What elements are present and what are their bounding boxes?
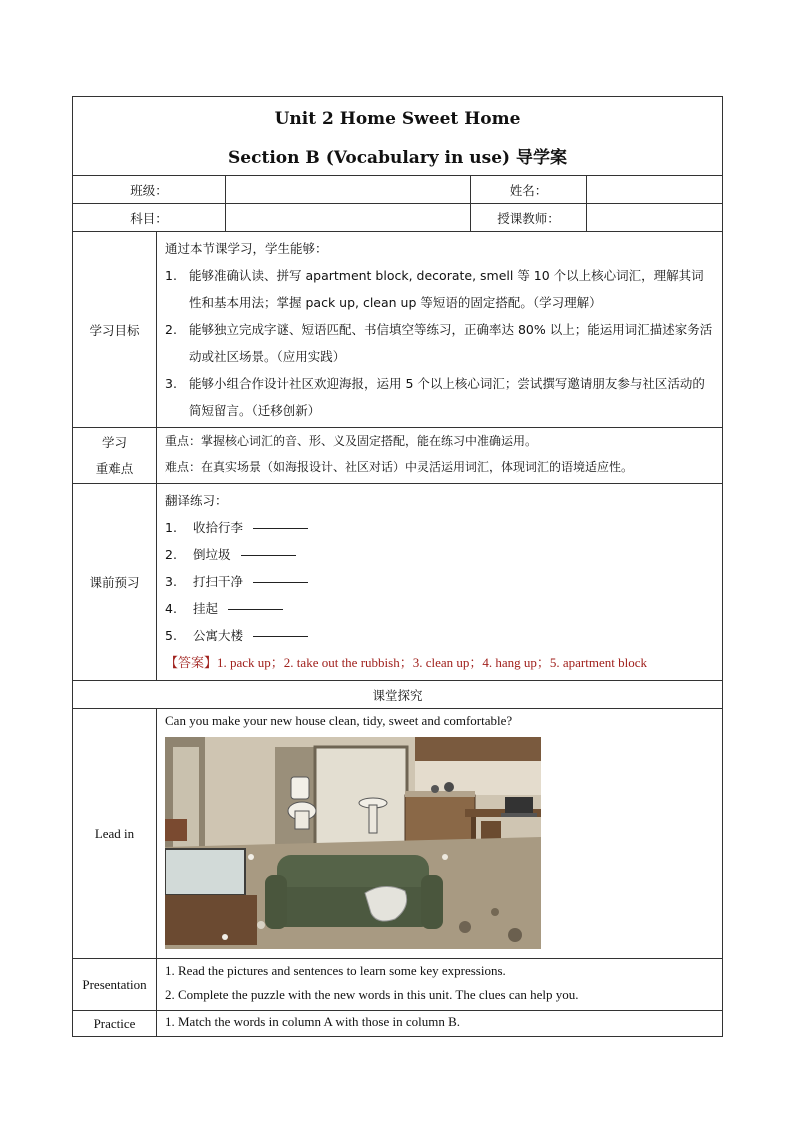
objective-item — [165, 370, 716, 424]
lead-in-question: Can you make your new house clean, tidy, sweet and comfortable? — [165, 713, 513, 728]
preview-item — [165, 568, 716, 595]
objectives-intro: 通过本节课学习，学生能够： — [165, 241, 328, 256]
preview-item — [165, 595, 716, 622]
objective-num: 2. — [165, 322, 177, 337]
difficulty-text: 难点：在真实场景（如海报设计、社区对话）中灵活运用词汇，体现词汇的语境适应性。 — [165, 460, 634, 474]
objectives-label: 学习目标 — [73, 232, 157, 428]
preview-text: 打扫干净 — [193, 574, 244, 589]
class-field[interactable] — [226, 176, 471, 204]
messy-apartment-image — [165, 737, 541, 949]
objective-item — [165, 316, 716, 370]
answer-text: 1. pack up；2. take out the rubbish；3. clean up；4. hang up；5. apartment block — [217, 655, 647, 670]
objective-num: 3. — [165, 376, 177, 391]
lead-in-label: Lead in — [73, 709, 157, 959]
objective-text: 能够准确认读、拼写 apartment block, decorate, smell 等 10 个以上核心词汇，理解其词性和基本用法；掌握 pack up, clean up 等短语的固定搭配。（学习理解） — [189, 268, 704, 310]
objective-item — [165, 262, 716, 316]
preview-text: 倒垃圾 — [193, 547, 231, 562]
objective-num: 1. — [165, 268, 177, 283]
objective-text: 能够独立完成字谜、短语匹配、书信填空等练习，正确率达 80% 以上；能运用词汇描述家务活动或社区场景。（应用实践） — [189, 322, 713, 364]
worksheet-table — [72, 96, 723, 1037]
preview-label: 课前预习 — [73, 484, 157, 681]
preview-item — [165, 622, 716, 649]
preview-text: 收拾行李 — [193, 520, 244, 535]
answer-blank[interactable] — [228, 595, 283, 610]
preview-text: 挂起 — [193, 601, 219, 616]
answer-blank[interactable] — [241, 541, 296, 556]
preview-text: 公寓大楼 — [193, 628, 244, 643]
exploration-title: 课堂探究 — [73, 681, 723, 709]
preview-num: 1. — [165, 520, 177, 535]
presentation-line1: 1. Read the pictures and sentences to learn some key expressions. — [165, 963, 506, 978]
preview-item — [165, 514, 716, 541]
focus-text: 重点：掌握核心词汇的音、形、义及固定搭配，能在练习中准确运用。 — [165, 434, 538, 448]
answer-blank[interactable] — [253, 568, 308, 583]
teacher-field[interactable] — [587, 204, 723, 232]
teacher-label: 授课教师： — [471, 204, 587, 232]
title-cell — [73, 97, 723, 176]
answer-tag: 【答案】 — [165, 656, 218, 671]
key-points-label-line1: 学习 — [101, 434, 127, 450]
subject-field[interactable] — [226, 204, 471, 232]
preview-num: 2. — [165, 547, 177, 562]
preview-item — [165, 541, 716, 568]
answer-blank[interactable] — [253, 514, 308, 529]
key-points-label-line2: 重难点 — [95, 460, 134, 476]
practice-line1: 1. Match the words in column A with those in column B. — [165, 1014, 461, 1029]
preview-intro: 翻译练习： — [165, 493, 228, 508]
page-title: Unit 2 Home Sweet Home — [274, 108, 521, 129]
name-label: 姓名： — [471, 176, 587, 204]
class-label: 班级： — [73, 176, 226, 204]
preview-content — [157, 484, 723, 681]
practice-content — [157, 1011, 723, 1037]
name-field[interactable] — [587, 176, 723, 204]
objectives-content — [157, 232, 723, 428]
key-points-content — [157, 428, 723, 484]
subject-label: 科目： — [73, 204, 226, 232]
key-points-label — [73, 428, 157, 484]
lead-in-content — [157, 709, 723, 959]
objective-text: 能够小组合作设计社区欢迎海报，运用 5 个以上核心词汇；尝试撰写邀请朋友参与社区活动的简短留言。（迁移创新） — [189, 376, 705, 418]
preview-num: 3. — [165, 574, 177, 589]
answer-blank[interactable] — [253, 622, 308, 637]
answer-line — [165, 649, 716, 677]
practice-label: Practice — [73, 1011, 157, 1037]
page-subtitle: Section B (Vocabulary in use) 导学案 — [228, 147, 567, 168]
preview-num: 4. — [165, 601, 177, 616]
presentation-line2: 2. Complete the puzzle with the new words in this unit. The clues can help you. — [165, 987, 579, 1002]
presentation-content — [157, 959, 723, 1011]
presentation-label: Presentation — [73, 959, 157, 1011]
preview-num: 5. — [165, 628, 177, 643]
